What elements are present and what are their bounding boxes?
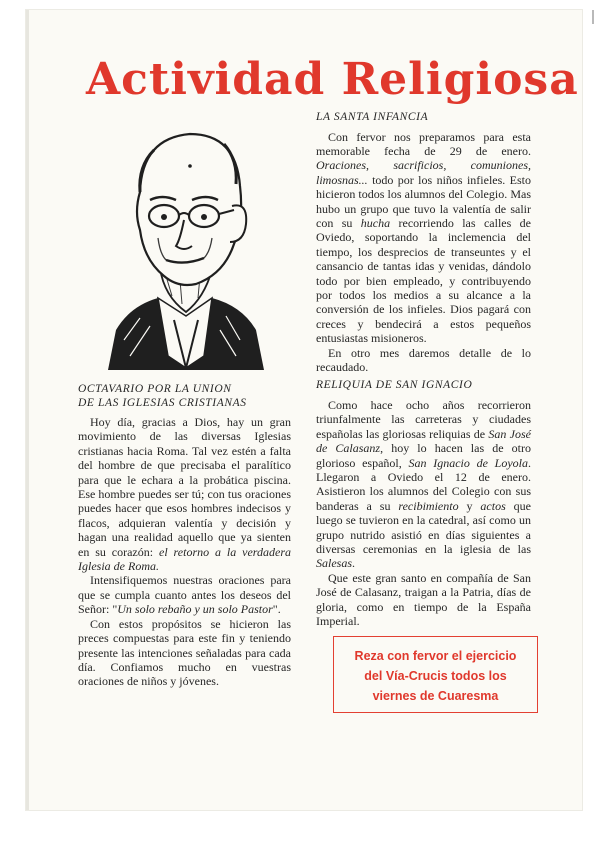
rel-text-a: Como hace ocho años recorrieron triunfalmente las carreteras y ciudades españolas las gloriosas reliquias de: [316, 397, 531, 441]
rel-text-k: .: [352, 556, 355, 571]
octavario-p1-emphasis: el retorno a la verdadera Iglesia de Roma.: [78, 544, 292, 574]
si-text-a: Con fervor nos preparamos para esta memorable fecha de 29 de enero.: [316, 129, 531, 158]
reliquia-paragraph-2: Que este gran santo en compañía de San José de Calasanz, traigan a la Patria, días de gloria, como en tiempo de la España Imperial.: [316, 570, 531, 628]
rel-text-e: . Llegaron a Oviedo el 12 de enero. Asistieron los alumnos del Colegio con sus banderas a su: [316, 455, 531, 513]
rel-text-i: que luego se tuvieron en la catedral, así como un grupo nutrido asistió en días siguientes a diversas ceremonias en la iglesia de las: [316, 498, 532, 556]
si-emphasis-hucha: hucha: [360, 215, 391, 230]
octavario-p2-end: ".: [272, 602, 281, 617]
octavario-paragraph-2: [78, 573, 291, 616]
notice-line-1: Reza con fervor el ejercicio: [354, 649, 517, 663]
rel-emphasis-loyola: San Ignacio de Loyola: [408, 455, 528, 470]
octavario-p1-text: Hoy día, gracias a Dios, hay un gran movimiento de las diversas Iglesias cristianas hacia Roma. Tal vez estén a falta del hombre de que precisaba el paralítico para que le echara a la probática piscina. Ese hombre puedes ser tú; con tus oraciones puedes hacer que esos hombres indecisos y flacos, adquieran valentía y decisión y hagan una realidad aquello que ya sienten en su corazón:: [78, 415, 291, 559]
si-emphasis-oraciones: Oraciones, sacrificios, comuniones, limosnas...: [316, 158, 531, 187]
octavario-paragraph-1: [78, 415, 291, 573]
notice-line-2: del Vía-Crucis todos los: [364, 669, 507, 683]
rel-emphasis-actos: actos: [480, 498, 506, 513]
right-column: [316, 111, 531, 628]
octavario-paragraph-3: Con estos propósitos se hicieron las preces compuestas para este fin y teniendo presente las intenciones señaladas para cada día. Confiamos mucho en vuestras oraciones de niños y jóvenes.: [78, 616, 291, 689]
rel-text-g: y: [458, 498, 481, 513]
octavario-heading-line-1: OCTAVARIO POR LA UNION: [78, 383, 232, 395]
page-fold-edge: [26, 10, 29, 810]
rel-emphasis-recibimiento: recibimiento: [398, 498, 459, 513]
octavario-p2-quote: Un solo rebaño y un solo Pastor: [117, 602, 273, 617]
santa-infancia-heading: LA SANTA INFANCIA: [316, 111, 429, 123]
reliquia-paragraph-1: [316, 398, 531, 571]
rel-emphasis-salesas: Salesas: [316, 556, 352, 571]
rel-emphasis-calasanz: San José de Calasanz: [316, 426, 531, 456]
priest-portrait-illustration: [100, 120, 268, 370]
octavario-heading: [78, 383, 291, 410]
notice-line-3: viernes de Cuaresma: [372, 689, 499, 703]
page-title: Actividad Religiosa: [86, 54, 579, 105]
left-column: [78, 383, 291, 689]
santa-infancia-paragraph-1: [316, 130, 531, 346]
via-crucis-notice-box: [333, 636, 538, 713]
octavario-heading-line-2: DE LAS IGLESIAS CRISTIANAS: [78, 396, 247, 409]
rel-text-c: , hoy lo hacen las de otro glorioso español,: [316, 441, 531, 470]
reliquia-heading: RELIQUIA DE SAN IGNACIO: [316, 379, 473, 392]
si-text-e: recorriendo las calles de Oviedo, soportando la inclemencia del tiempo, los desprecios de transeuntes y el cansancio de tantas idas y venidas, dándolo todo por bien empleado, y contribuyendo por todos los medios a su alcance a la conversión de los infieles. Dios pagará con creces y bendecirá a estos pequeños entusiastas misioneros.: [316, 215, 531, 346]
corner-crop-mark: [582, 10, 594, 24]
santa-infancia-paragraph-2: En otro mes daremos detalle de lo recaudado.: [316, 345, 531, 374]
si-text-c: todo por los niños infieles. Esto hicieron todos los alumnos del Colegio. Mas hubo un grupo que tuvo la valentía de salir con su: [316, 172, 531, 230]
octavario-p2-text: Intensifiquemos nuestras oraciones para que se cumpla cuanto antes los deseos del Señor: ": [78, 573, 291, 617]
